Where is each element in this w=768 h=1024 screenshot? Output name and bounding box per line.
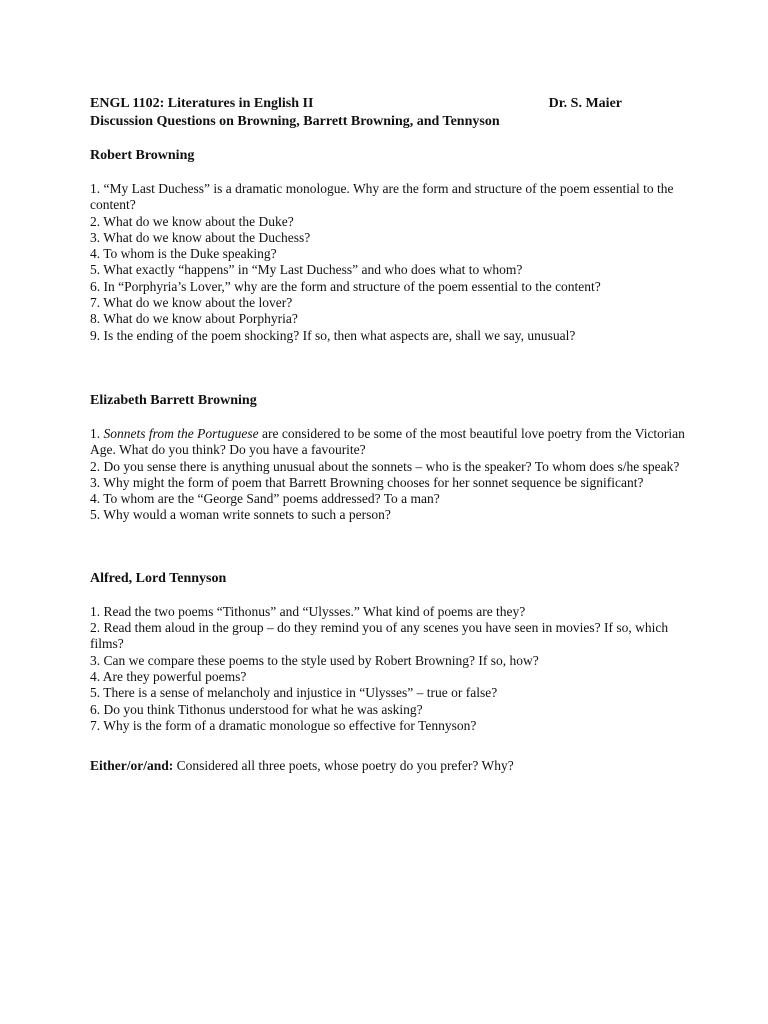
document-subtitle: Discussion Questions on Browning, Barrett Browning, and Tennyson (90, 114, 500, 129)
course-title: ENGL 1102: Literatures in English II (90, 96, 314, 111)
question-list-alfred-lord-tennyson (90, 604, 688, 734)
question-item: 5. There is a sense of melancholy and injustice in “Ulysses” – true or false? (90, 685, 498, 701)
section-heading-robert-browning: Robert Browning (90, 148, 195, 163)
question-item: 2. Read them aloud in the group – do they remind you of any scenes you have seen in movies? If so, which films? (90, 620, 669, 652)
instructor-name: Dr. S. Maier (548, 96, 622, 111)
question-number: 1. (90, 425, 104, 441)
question-item: 6. In “Porphyria’s Lover,” why are the form and structure of the poem essential to the content? (90, 278, 601, 294)
closing-question (90, 758, 688, 774)
question-item: 2. Do you sense there is anything unusual about the sonnets – who is the speaker? To whom does s/he speak? (90, 458, 680, 474)
question-item: 5. Why would a woman write sonnets to such a person? (90, 507, 391, 523)
closing-label: Either/or/and: (90, 758, 174, 774)
section-heading-elizabeth-barrett-browning: Elizabeth Barrett Browning (90, 392, 257, 408)
section-heading-alfred-lord-tennyson: Alfred, Lord Tennyson (90, 570, 227, 586)
question-item: 8. What do we know about Porphyria? (90, 311, 298, 327)
question-item: 4. To whom is the Duke speaking? (90, 246, 277, 262)
question-item: 5. What exactly “happens” in “My Last Duchess” and who does what to whom? (90, 262, 523, 278)
question-item: 3. Why might the form of poem that Barrett Browning chooses for her sonnet sequence be significant? (90, 474, 644, 490)
question-list-elizabeth-barrett-browning (90, 426, 688, 524)
question-item: 7. What do we know about the lover? (90, 295, 293, 311)
question-item: 3. Can we compare these poems to the style used by Robert Browning? If so, how? (90, 652, 539, 668)
question-item: 1. Read the two poems “Tithonus” and “Ulysses.” What kind of poems are they? (90, 603, 526, 619)
question-item (90, 426, 688, 459)
closing-text: Considered all three poets, whose poetry do you prefer? Why? (173, 758, 514, 774)
work-title-italic: Sonnets from the Portuguese (103, 425, 259, 441)
question-item: 9. Is the ending of the poem shocking? If so, then what aspects are, shall we say, unusual? (90, 327, 576, 343)
question-item: 3. What do we know about the Duchess? (90, 229, 311, 245)
question-item: 7. Why is the form of a dramatic monologue so effective for Tennyson? (90, 717, 477, 733)
question-list-robert-browning (90, 181, 688, 344)
question-text: are considered to be some of the most beautiful love poetry from the Victorian Age. What do you think? Do you have a favourite? (90, 425, 685, 458)
question-item: 1. “My Last Duchess” is a dramatic monologue. Why are the form and structure of the poem essential to the content? (90, 181, 674, 213)
document-header (90, 95, 688, 113)
question-item: 2. What do we know about the Duke? (90, 213, 294, 229)
question-item: 4. Are they powerful poems? (90, 668, 247, 684)
question-item: 6. Do you think Tithonus understood for what he was asking? (90, 701, 423, 717)
question-item: 4. To whom are the “George Sand” poems addressed? To a man? (90, 491, 440, 507)
